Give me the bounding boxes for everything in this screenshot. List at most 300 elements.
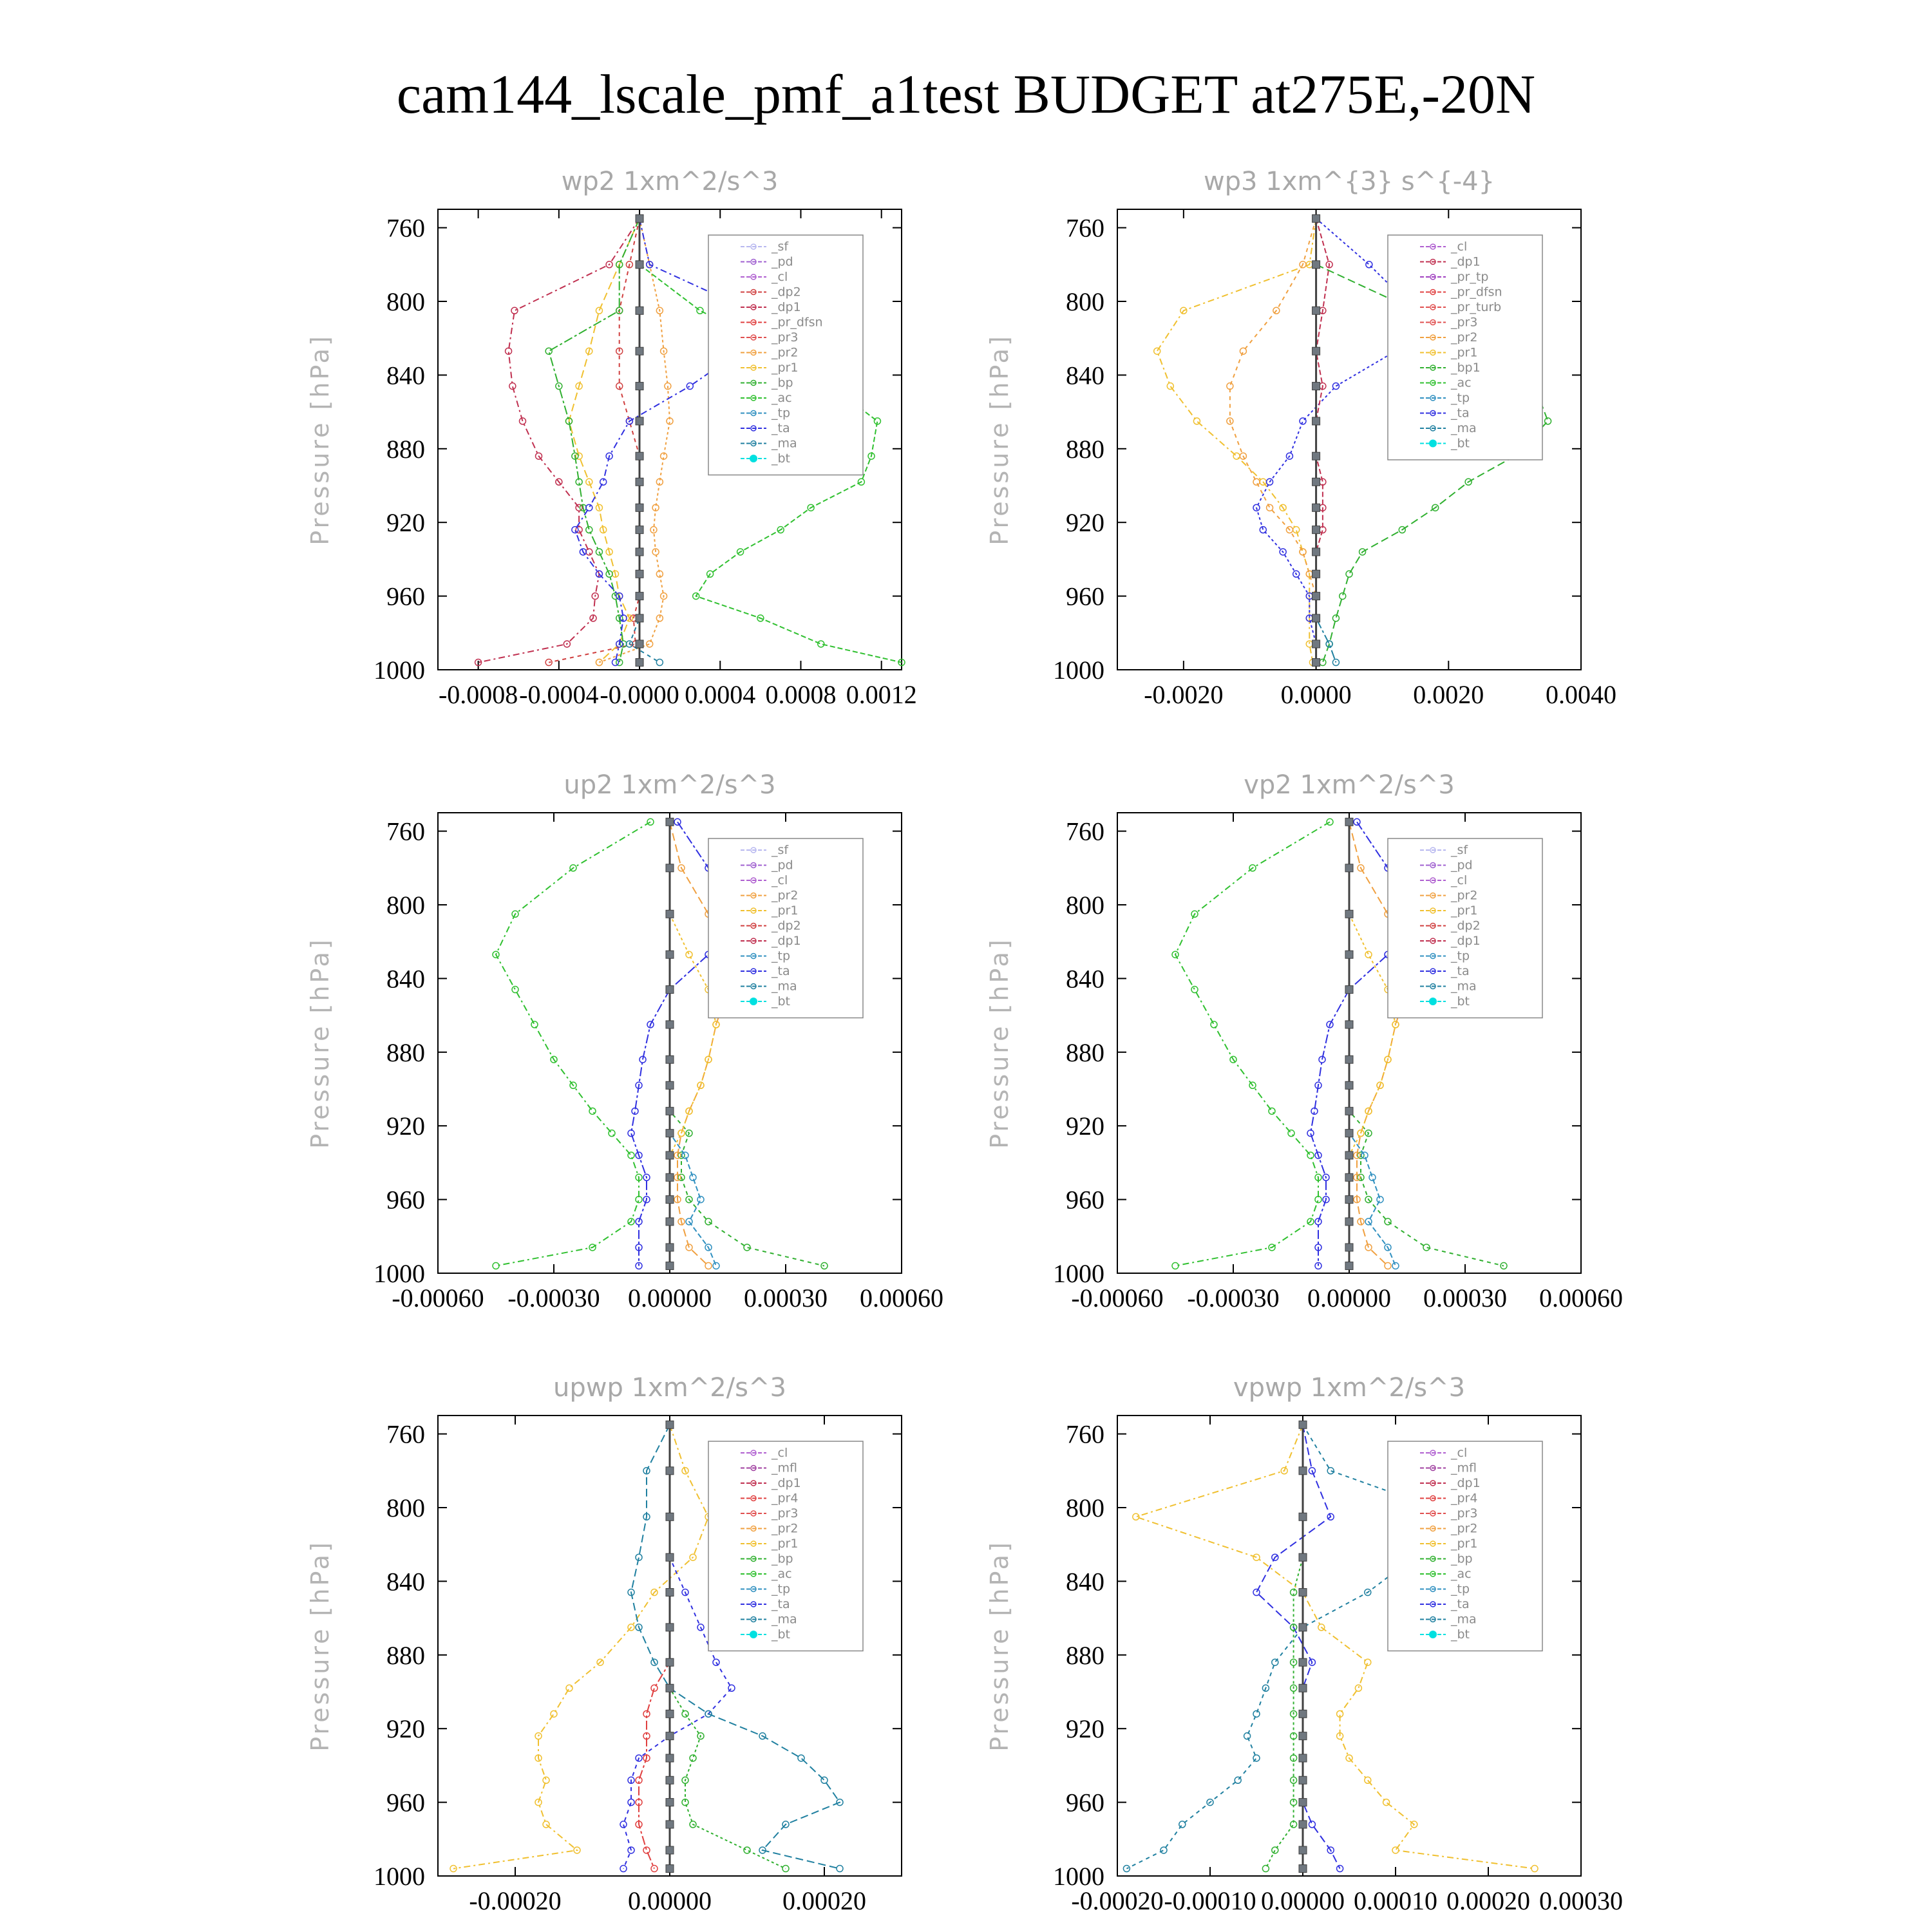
legend-entry: _tp [772, 406, 791, 421]
data-point [1312, 478, 1320, 486]
data-point [589, 1108, 596, 1114]
data-point [1193, 418, 1200, 424]
legend-entry: _pr3 [772, 1506, 799, 1520]
legend-entry: _pr1 [1451, 1537, 1478, 1551]
legend-entry: _pr2 [772, 345, 799, 360]
data-point [1253, 1589, 1260, 1596]
legend-entry: _dp1 [772, 300, 801, 314]
y-tick-label: 800 [386, 891, 425, 920]
y-tick-label: 960 [386, 1185, 425, 1215]
y-tick-label: 840 [1066, 1567, 1104, 1596]
legend-entry: _ta [1451, 1597, 1470, 1611]
data-point [1312, 383, 1320, 390]
legend-entry: _pr4 [1451, 1491, 1478, 1506]
legend-marker [750, 1631, 757, 1638]
legend-entry: _pr2 [1451, 330, 1478, 345]
data-point [596, 307, 602, 314]
series-line-pr1 [1157, 218, 1316, 662]
data-point [666, 910, 674, 918]
legend-entry: _cl [1451, 1446, 1468, 1460]
y-tick-label: 760 [386, 1419, 425, 1449]
y-axis-label: Pressure [hPa] [306, 937, 334, 1149]
legend-entry: _ma [772, 1612, 797, 1627]
data-point [572, 527, 578, 533]
legend-entry: _pr1 [772, 904, 799, 918]
legend-entry: _ta [1451, 964, 1470, 978]
y-tick-label: 760 [1066, 213, 1104, 243]
data-point [1345, 951, 1353, 958]
data-point [1345, 1173, 1353, 1181]
data-point [666, 1732, 674, 1740]
y-tick-label: 960 [1066, 1788, 1104, 1817]
series-line-bp [1265, 1425, 1303, 1868]
data-point [1307, 1152, 1314, 1159]
y-tick-label: 760 [1066, 1419, 1104, 1449]
legend-entry: _tp [772, 1582, 791, 1596]
series-line-pr1 [569, 218, 640, 662]
data-point [620, 1821, 627, 1828]
data-point [1355, 1685, 1361, 1691]
data-point [1299, 1421, 1307, 1428]
data-point [705, 1218, 712, 1225]
x-tick-label: 0.0000 [1280, 680, 1352, 709]
data-point [1345, 1262, 1353, 1270]
legend-entry: _dp2 [1451, 918, 1481, 933]
y-tick-label: 1000 [374, 656, 425, 685]
data-point [1392, 1263, 1399, 1269]
data-point [1312, 504, 1320, 511]
series-line-pr2 [1230, 218, 1316, 662]
data-point [1365, 951, 1372, 958]
legend-entry: _pd [1451, 858, 1473, 873]
data-point [1154, 348, 1160, 354]
data-point [636, 452, 643, 460]
legend-marker [750, 455, 757, 462]
x-tick-label: 0.00060 [860, 1283, 943, 1312]
data-point [1262, 1866, 1269, 1872]
data-point [1167, 383, 1173, 390]
x-tick-label: -0.00060 [1071, 1283, 1164, 1312]
data-point [1345, 818, 1353, 826]
data-point [1377, 1197, 1383, 1203]
figure-title: cam144_lscale_pmf_a1test BUDGET at275E,-20N [396, 63, 1536, 125]
legend-entry: _ta [772, 1597, 790, 1611]
panel-title: up2 1xm^2/s^3 [564, 770, 776, 800]
data-point [1240, 348, 1246, 354]
data-point [1299, 1754, 1307, 1762]
data-point [1299, 1589, 1307, 1596]
legend-entry: _pr_turb [1451, 300, 1502, 314]
data-point [666, 1130, 674, 1137]
data-point [1365, 1659, 1371, 1665]
data-point [837, 1866, 843, 1872]
x-tick-label: 0.00000 [1307, 1283, 1391, 1312]
data-point [656, 659, 663, 666]
data-point [1345, 1244, 1353, 1251]
y-tick-label: 800 [1066, 287, 1104, 316]
data-point [1233, 453, 1240, 459]
legend-entry: _ac [772, 1567, 792, 1581]
legend-entry: _ac [772, 391, 792, 405]
y-tick-label: 920 [386, 508, 425, 538]
y-tick-label: 800 [386, 287, 425, 316]
legend-entry: _pr3 [772, 330, 799, 345]
data-point [511, 307, 518, 314]
legend-entry: _pr_dfsn [1451, 285, 1502, 299]
legend-entry: _pd [772, 254, 793, 269]
data-point [1312, 526, 1320, 534]
data-point [1312, 417, 1320, 425]
y-axis-label: Pressure [hPa] [985, 937, 1014, 1149]
x-tick-label: 0.00000 [628, 1886, 712, 1915]
x-tick-label: 0.00000 [1261, 1886, 1345, 1915]
data-point [666, 1196, 674, 1204]
legend-entry: _pr3 [1451, 1506, 1478, 1520]
data-point [1299, 1846, 1307, 1854]
data-point [643, 1847, 650, 1853]
x-tick-label: 0.0020 [1413, 680, 1484, 709]
legend-entry: _pd [772, 858, 793, 873]
legend-entry: _ta [772, 964, 790, 978]
x-tick-label: -0.00030 [1187, 1283, 1280, 1312]
data-point [1312, 307, 1320, 314]
data-point [1369, 1174, 1376, 1180]
legend-entry: _pr2 [1451, 888, 1478, 903]
y-tick-label: 960 [386, 1788, 425, 1817]
data-point [1244, 1733, 1251, 1739]
data-point [697, 1197, 704, 1203]
data-point [666, 986, 674, 994]
series-line-ma [629, 218, 659, 662]
data-point [1133, 1513, 1139, 1520]
data-point [1299, 1684, 1307, 1692]
data-point [666, 1421, 674, 1428]
data-point [666, 1467, 674, 1475]
data-point [1253, 1710, 1260, 1717]
data-point [1320, 659, 1326, 666]
data-point [1312, 592, 1320, 600]
data-point [636, 261, 643, 269]
y-tick-label: 1000 [374, 1862, 425, 1891]
legend-entry: _pr1 [772, 1537, 799, 1551]
y-tick-label: 840 [1066, 964, 1104, 994]
legend-entry: _ta [772, 421, 790, 435]
data-point [1299, 1821, 1307, 1828]
legend-entry: _bt [772, 451, 791, 466]
legend-entry: _cl [772, 873, 788, 887]
data-point [636, 214, 643, 222]
data-point [543, 1777, 549, 1783]
series-line-ta [1256, 1425, 1340, 1868]
data-point [1307, 1130, 1314, 1137]
data-point [1366, 261, 1372, 268]
legend-entry: _bp1 [1451, 361, 1481, 375]
series-line-pr4 [639, 1425, 670, 1868]
x-tick-label: -0.00020 [1071, 1886, 1164, 1915]
x-tick-label: 0.00060 [1539, 1283, 1623, 1312]
data-point [666, 1710, 674, 1718]
y-tick-label: 760 [1066, 817, 1104, 846]
legend-entry: _sf [1451, 843, 1468, 857]
y-tick-label: 920 [386, 1112, 425, 1141]
y-tick-label: 800 [386, 1493, 425, 1522]
legend-entry: _bp [772, 375, 793, 390]
x-tick-label: -0.00030 [507, 1283, 600, 1312]
data-point [1531, 1866, 1538, 1872]
x-tick-label: -0.0004 [519, 680, 599, 709]
panel-title: upwp 1xm^2/s^3 [553, 1373, 786, 1403]
data-point [686, 951, 692, 958]
data-point [1361, 1152, 1368, 1159]
legend-entry: _bt [772, 994, 791, 1009]
legend-entry: _dp2 [772, 285, 801, 299]
data-point [744, 1847, 750, 1853]
data-point [713, 1263, 719, 1269]
data-point [728, 1685, 735, 1691]
panels [306, 167, 1623, 1915]
y-tick-label: 840 [1066, 361, 1104, 390]
data-point [609, 1130, 615, 1137]
data-point [1365, 1777, 1371, 1783]
data-point [1299, 1467, 1307, 1475]
data-point [690, 1755, 696, 1761]
data-point [666, 1107, 674, 1115]
data-point [666, 1262, 674, 1270]
data-point [666, 1056, 674, 1063]
data-point [551, 1710, 557, 1717]
y-tick-label: 960 [1066, 582, 1104, 611]
data-point [1385, 1263, 1391, 1269]
legend-entry: _ma [1451, 1612, 1477, 1627]
data-point [1327, 1468, 1334, 1474]
legend-marker [1429, 1631, 1437, 1638]
chart-panel-6 [985, 1373, 1623, 1915]
legend-entry: _pr_tp [1451, 270, 1489, 284]
legend-entry: _sf [772, 240, 789, 254]
data-point [1253, 1755, 1260, 1761]
legend-entry: _pr1 [1451, 345, 1478, 360]
panel-title: wp2 1xm^2/s^3 [561, 167, 779, 196]
chart-panel-3 [306, 770, 943, 1312]
data-point [636, 504, 643, 511]
data-point [1345, 1081, 1353, 1089]
data-point [1345, 1021, 1353, 1028]
data-point [636, 659, 643, 667]
y-axis-label: Pressure [hPa] [306, 334, 334, 545]
legend-entry: _pr2 [772, 888, 799, 903]
legend-entry: _pr1 [772, 361, 799, 375]
data-point [636, 640, 643, 648]
y-axis-label: Pressure [hPa] [985, 334, 1014, 545]
y-tick-label: 840 [386, 361, 425, 390]
data-point [1306, 641, 1312, 647]
legend-entry: _ac [1451, 375, 1472, 390]
data-point [636, 526, 643, 534]
legend-marker [1429, 998, 1437, 1005]
data-point [1392, 1847, 1399, 1853]
y-tick-label: 1000 [374, 1259, 425, 1288]
data-point [512, 987, 518, 993]
data-point [636, 417, 643, 425]
data-point [636, 347, 643, 355]
legend-entry: _pr3 [1451, 315, 1478, 330]
data-point [666, 1799, 674, 1806]
x-tick-label: -0.00060 [392, 1283, 484, 1312]
legend-entry: _cl [1451, 240, 1468, 254]
data-point [687, 383, 693, 390]
legend-entry: _tp [1451, 1582, 1470, 1596]
data-point [1312, 659, 1320, 667]
data-point [1288, 1130, 1294, 1137]
data-point [1299, 1799, 1307, 1806]
legend-entry: _ta [1451, 406, 1470, 421]
y-tick-label: 1000 [1053, 656, 1104, 685]
data-point [666, 1821, 674, 1828]
x-tick-label: -0.00020 [469, 1886, 562, 1915]
data-point [666, 1684, 674, 1692]
y-axis-label: Pressure [hPa] [306, 1540, 334, 1752]
x-tick-label: 0.00010 [1354, 1886, 1437, 1915]
x-tick-label: -0.0020 [1144, 680, 1224, 709]
legend-entry: _bt [1451, 436, 1470, 451]
data-point [1385, 1218, 1391, 1225]
legend-entry: _dp1 [772, 934, 801, 948]
y-tick-label: 1000 [1053, 1862, 1104, 1891]
y-tick-label: 760 [386, 817, 425, 846]
data-point [1312, 452, 1320, 460]
legend-entry: _pr4 [772, 1491, 799, 1506]
data-point [1299, 1513, 1307, 1520]
y-tick-label: 920 [1066, 508, 1104, 538]
data-point [636, 592, 643, 600]
data-point [666, 1553, 674, 1561]
data-point [1345, 986, 1353, 994]
data-point [666, 1513, 674, 1520]
data-point [628, 1152, 634, 1159]
data-point [1172, 1263, 1179, 1269]
legend-entry: _cl [772, 1446, 788, 1460]
y-tick-label: 880 [1066, 1640, 1104, 1670]
legend-entry: _bt [1451, 994, 1470, 1009]
legend-entry: _ac [1451, 1567, 1472, 1581]
data-point [1211, 1021, 1217, 1028]
y-tick-label: 800 [1066, 891, 1104, 920]
data-point [493, 1263, 499, 1269]
data-point [1346, 571, 1352, 577]
data-point [682, 1710, 688, 1717]
panel-title: wp3 1xm^{3} s^{-4} [1203, 167, 1495, 196]
data-point [1299, 1553, 1307, 1561]
data-point [666, 1624, 674, 1631]
y-tick-label: 920 [1066, 1714, 1104, 1744]
data-point [531, 1021, 538, 1028]
data-point [666, 1173, 674, 1181]
data-point [666, 864, 674, 872]
legend-entry: _cl [772, 270, 788, 284]
data-point [543, 1821, 549, 1828]
data-point [666, 1754, 674, 1762]
data-point [1383, 1799, 1390, 1806]
chart-panel-1 [306, 167, 917, 709]
x-tick-label: 0.00020 [782, 1886, 866, 1915]
data-point [636, 614, 643, 622]
data-point [666, 951, 674, 958]
data-point [1293, 527, 1300, 533]
data-point [628, 1130, 634, 1137]
data-point [1345, 1107, 1353, 1115]
y-tick-label: 760 [386, 213, 425, 243]
data-point [1312, 640, 1320, 648]
data-point [1253, 478, 1260, 485]
y-tick-label: 960 [1066, 1185, 1104, 1215]
data-point [1345, 1151, 1353, 1159]
legend-entry: _ma [1451, 979, 1477, 994]
legend-entry: _pr2 [772, 1521, 799, 1536]
y-tick-label: 880 [386, 1640, 425, 1670]
data-point [1312, 347, 1320, 355]
data-point [1312, 548, 1320, 556]
data-point [636, 570, 643, 578]
legend-entry: _mfl [772, 1461, 797, 1475]
data-point [666, 1081, 674, 1089]
data-point [1345, 1130, 1353, 1137]
data-point [666, 818, 674, 826]
data-point [1345, 1056, 1353, 1063]
data-point [1299, 1776, 1307, 1784]
y-tick-label: 800 [1066, 1493, 1104, 1522]
data-point [1191, 987, 1198, 993]
legend-entry: _bt [772, 1627, 791, 1642]
y-tick-label: 960 [386, 582, 425, 611]
data-point [1299, 1865, 1307, 1873]
y-tick-label: 880 [1066, 434, 1104, 464]
x-tick-label: 0.00020 [1446, 1886, 1530, 1915]
y-tick-label: 1000 [1053, 1259, 1104, 1288]
x-tick-label: 0.00030 [1539, 1886, 1623, 1915]
legend-entry: _pr1 [1451, 904, 1478, 918]
legend-entry: _bt [1451, 1627, 1470, 1642]
series-line-dp1 [1175, 822, 1330, 1265]
x-tick-label: 0.00000 [628, 1283, 712, 1312]
data-point [666, 1151, 674, 1159]
x-tick-label: 0.00030 [1423, 1283, 1507, 1312]
y-tick-label: 920 [1066, 1112, 1104, 1141]
data-point [1267, 504, 1273, 511]
x-tick-label: -0.0000 [600, 680, 679, 709]
series-line-bp [549, 218, 639, 662]
legend-entry: _ma [772, 436, 797, 451]
data-point [697, 307, 703, 314]
data-point [1269, 1108, 1275, 1114]
data-point [612, 659, 618, 666]
legend-entry: _tp [1451, 949, 1470, 963]
legend-entry: _dp1 [1451, 934, 1481, 948]
legend-marker [1429, 440, 1437, 448]
data-point [1345, 1218, 1353, 1226]
data-point [1299, 1624, 1307, 1631]
data-point [628, 1799, 634, 1806]
data-point [1345, 1196, 1353, 1204]
legend-entry: _mfl [1451, 1461, 1477, 1475]
legend-entry: _dp1 [1451, 254, 1481, 269]
chart-panel-2 [985, 167, 1616, 709]
legend-entry: _ma [1451, 421, 1477, 435]
data-point [636, 478, 643, 486]
data-point [1345, 864, 1353, 872]
data-point [1179, 1821, 1186, 1828]
data-point [666, 1021, 674, 1028]
legend-entry: _pr_dfsn [772, 315, 823, 330]
